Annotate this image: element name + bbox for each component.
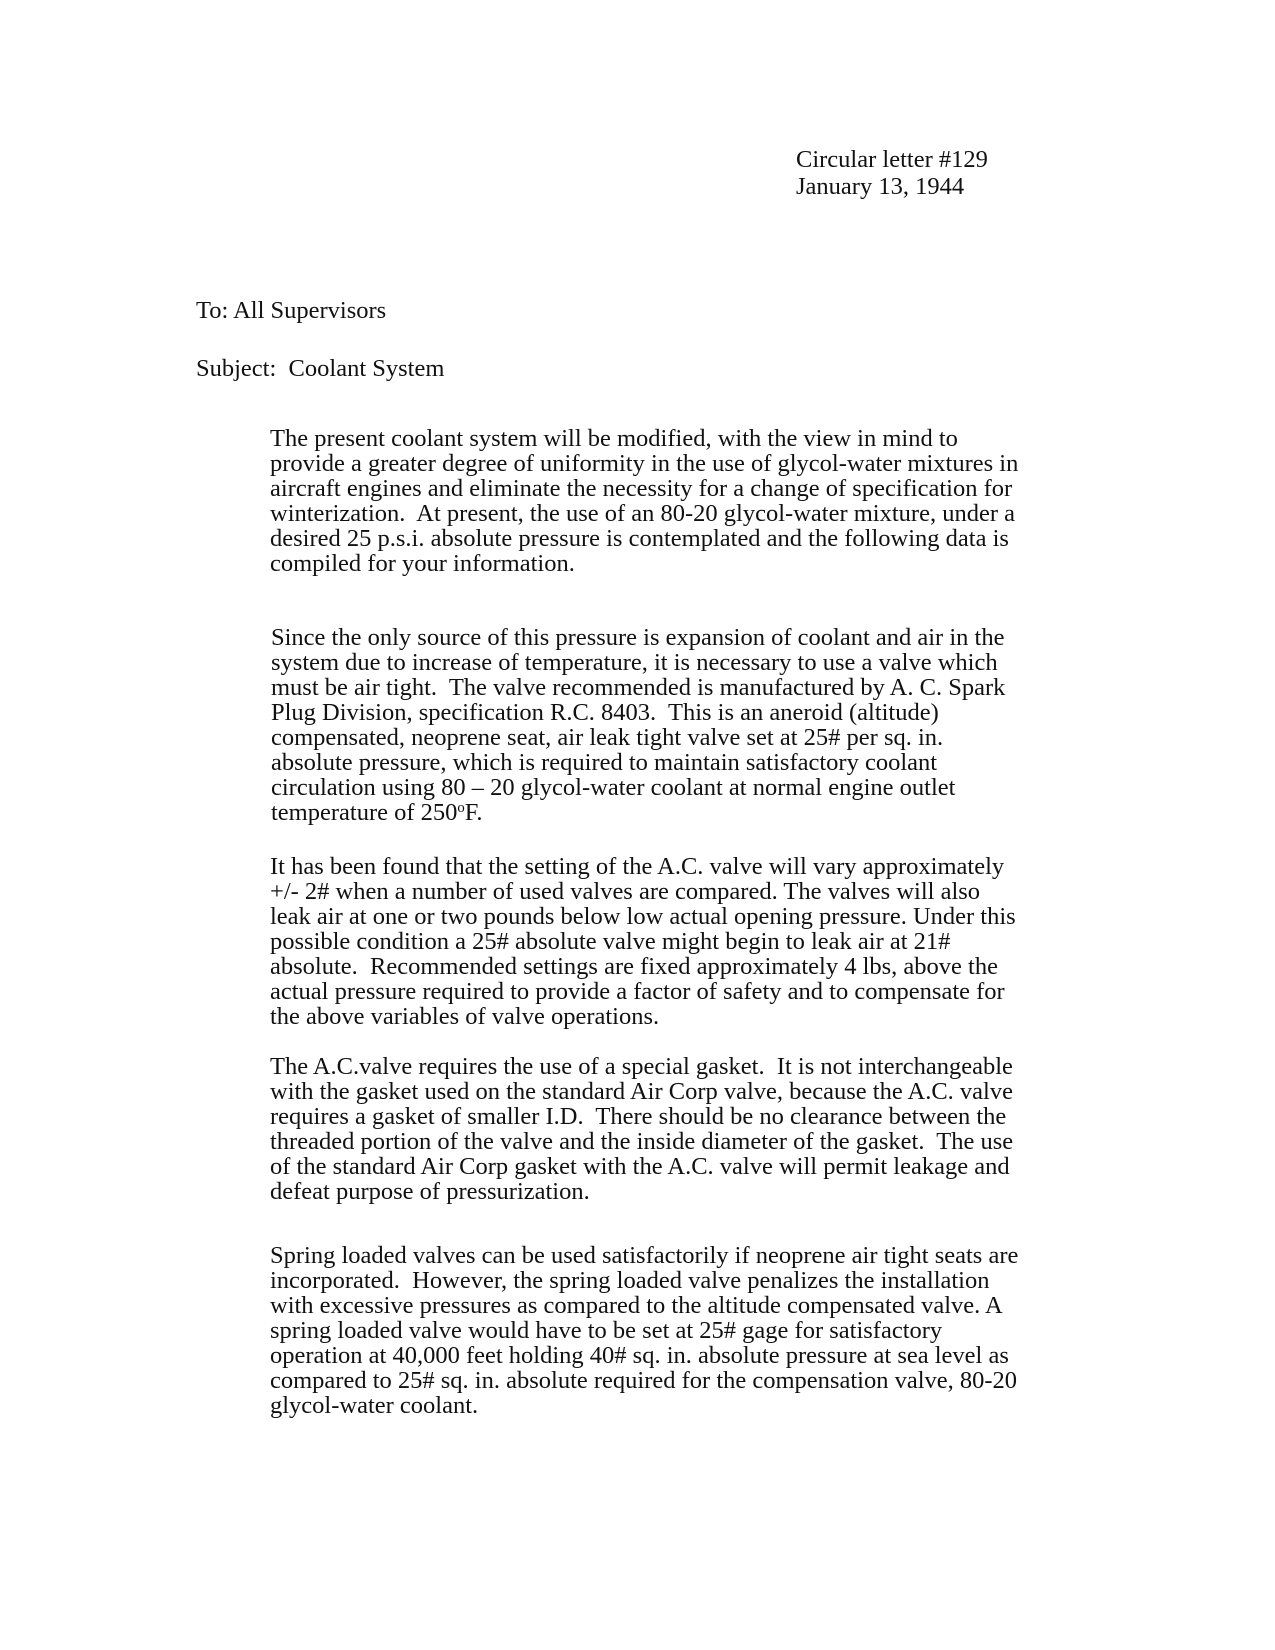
text-line: circulation using 80 – 20 glycol-water coolant at normal engine outlet — [271, 774, 956, 801]
text-line: Plug Division, specification R.C. 8403. This is an aneroid (altitude) — [271, 699, 939, 726]
text-line: The present coolant system will be modified, with the view in mind to — [270, 425, 958, 452]
text-line: winterization. At present, the use of an 80-20 glycol-water mixture, under a — [270, 500, 1015, 527]
text-line: glycol-water coolant. — [270, 1392, 479, 1419]
temperature-prefix: temperature of 250 — [271, 799, 458, 826]
text-line: with the gasket used on the standard Air Corp valve, because the A.C. valve — [270, 1078, 1013, 1105]
text-line: +/- 2# when a number of used valves are compared. The valves will also — [270, 878, 981, 905]
text-line: possible condition a 25# absolute valve might begin to leak air at 21# — [270, 928, 951, 955]
temperature-suffix: F. — [464, 799, 483, 826]
text-line: desired 25 p.s.i. absolute pressure is contemplated and the following data is — [270, 525, 1009, 552]
text-line: aircraft engines and eliminate the necessity for a change of specification for — [270, 475, 1013, 502]
letter-number: Circular letter #129 — [796, 146, 988, 173]
subject-line: Subject: Coolant System — [196, 355, 445, 382]
text-line-temperature — [271, 800, 1051, 825]
text-line: provide a greater degree of uniformity in the use of glycol-water mixtures in — [270, 450, 1019, 477]
letter-date: January 13, 1944 — [796, 173, 965, 200]
letter-header — [796, 146, 988, 200]
paragraph-3 — [270, 854, 1050, 1029]
text-line: spring loaded valve would have to be set at 25# gage for satisfactory — [270, 1317, 943, 1344]
text-line: It has been found that the setting of the A.C. valve will vary approximately — [270, 853, 1005, 880]
text-line: Since the only source of this pressure is expansion of coolant and air in the — [271, 624, 1005, 651]
text-line: compensated, neoprene seat, air leak tight valve set at 25# per sq. in. — [271, 724, 944, 751]
text-line: of the standard Air Corp gasket with the A.C. valve will permit leakage and — [270, 1153, 1010, 1180]
paragraph-4 — [270, 1054, 1050, 1204]
text-line: with excessive pressures as compared to the altitude compensated valve. A — [270, 1292, 1003, 1319]
paragraph-2 — [271, 625, 1051, 825]
text-line: The A.C.valve requires the use of a special gasket. It is not interchangeable — [270, 1053, 1013, 1080]
text-line: operation at 40,000 feet holding 40# sq. in. absolute pressure at sea level as — [270, 1342, 1009, 1369]
text-line: absolute. Recommended settings are fixed approximately 4 lbs, above the — [270, 953, 998, 980]
text-line: system due to increase of temperature, it is necessary to use a valve which — [271, 649, 998, 676]
text-line: compared to 25# sq. in. absolute required for the compensation valve, 80-20 — [270, 1367, 1018, 1394]
paragraph-1 — [270, 426, 1050, 576]
text-line: threaded portion of the valve and the inside diameter of the gasket. The use — [270, 1128, 1014, 1155]
text-line: requires a gasket of smaller I.D. There should be no clearance between the — [270, 1103, 1007, 1130]
text-line: absolute pressure, which is required to maintain satisfactory coolant — [271, 749, 938, 776]
paragraph-5 — [270, 1243, 1050, 1418]
text-line: leak air at one or two pounds below low actual opening pressure. Under this — [270, 903, 1016, 930]
text-line: incorporated. However, the spring loaded valve penalizes the installation — [270, 1267, 990, 1294]
text-line: must be air tight. The valve recommended is manufactured by A. C. Spark — [271, 674, 1006, 701]
text-line: the above variables of valve operations. — [270, 1003, 660, 1030]
text-line: compiled for your information. — [270, 550, 575, 577]
text-line: actual pressure required to provide a factor of safety and to compensate for — [270, 978, 1005, 1005]
degree-symbol: o — [457, 799, 465, 816]
text-line: Spring loaded valves can be used satisfactorily if neoprene air tight seats are — [270, 1242, 1019, 1269]
text-line: defeat purpose of pressurization. — [270, 1178, 590, 1205]
addressee-line: To: All Supervisors — [196, 297, 387, 324]
